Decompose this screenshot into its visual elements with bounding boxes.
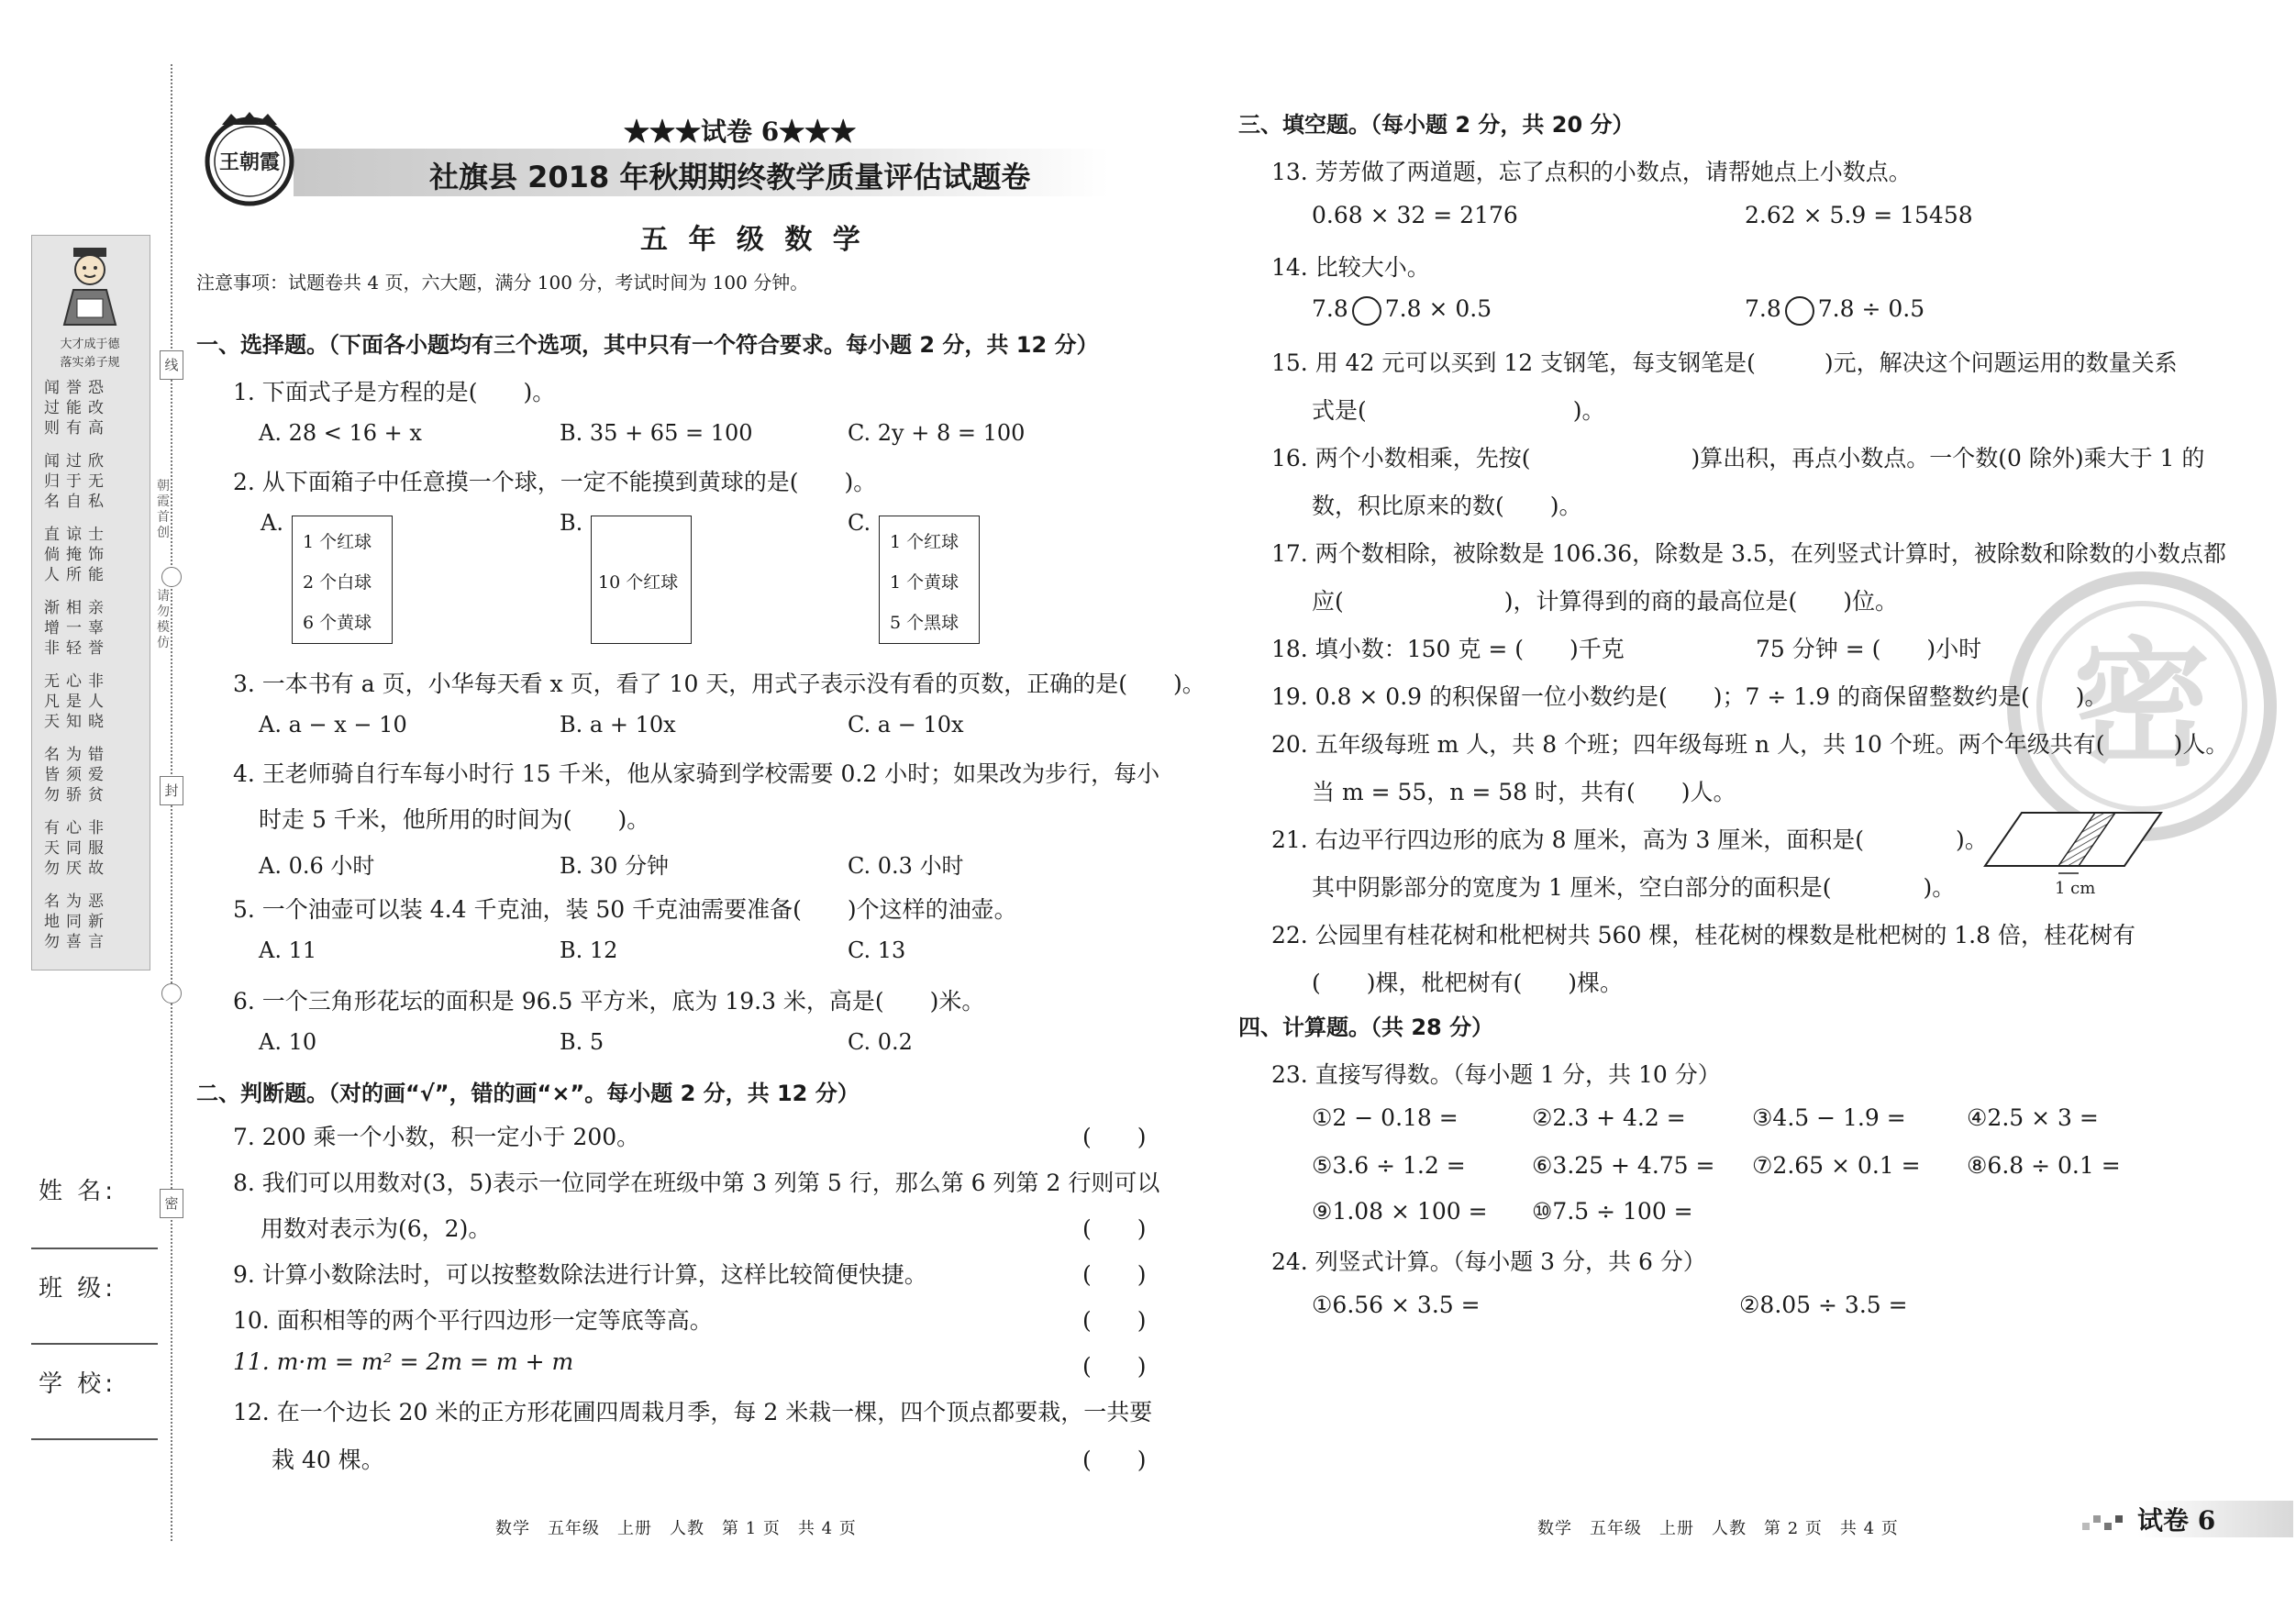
bind-label-line: 线 <box>160 350 183 380</box>
q14-compare-a <box>1312 295 1492 326</box>
q15-stem-2: 式是( )。 <box>1312 397 1605 424</box>
q23-item: ②2.3 + 4.2 = <box>1532 1104 1686 1131</box>
q9-stem: 9. 计算小数除法时，可以按整数除法进行计算，这样比较简便快捷。 <box>233 1261 927 1288</box>
q4-stem-1: 4. 王老师骑自行车每小时行 15 千米，他从家骑到学校需要 0.2 小时；如果改为步行，每小 <box>233 760 1160 787</box>
q5-option-a: A. 11 <box>259 937 317 963</box>
vertical-note: 朝霞首创 <box>157 479 170 540</box>
q8-answer-paren[interactable]: ( ) <box>1082 1215 1147 1242</box>
q12-stem-1: 12. 在一个边长 20 米的正方形花圃四周栽月季，每 2 米栽一棵，四个顶点都要栽，一共要 <box>233 1399 1153 1425</box>
publisher-logo-icon <box>194 108 305 209</box>
stamp-char: 密 <box>2072 626 2212 785</box>
section3-heading: 三、填空题。（每小题 2 分，共 20 分） <box>1238 112 1635 138</box>
q1-option-a: A. 28 < 16 + x <box>259 420 422 446</box>
q6-option-c: C. 0.2 <box>848 1029 913 1055</box>
q23-stem: 23. 直接写得数。（每小题 1 分，共 10 分） <box>1271 1061 1721 1088</box>
school-field[interactable] <box>31 1438 158 1440</box>
q5-stem: 5. 一个油壶可以装 4.4 千克油，装 50 千克油需要准备( )个这样的油壶。 <box>233 896 1017 923</box>
q16-stem-1: 16. 两个小数相乘，先按( )算出积，再点小数点。一个数(0 除外)乘大于 1 的 <box>1271 445 2205 471</box>
box-line: 1 个红球 <box>890 532 959 552</box>
q8-stem-1: 8. 我们可以用数对(3，5)表示一位同学在班级中第 3 列第 5 行，那么第 6 列第 2 行则可以 <box>233 1170 1160 1196</box>
q18-part-b: 75 分钟 = ( )小时 <box>1756 636 1982 662</box>
poem-block: 有心非 天同服 勿厌故 <box>44 819 110 878</box>
q17-stem-1: 17. 两个数相除，被除数是 106.36，除数是 3.5，在列竖式计算时，被除数和除数的小数点都 <box>1271 540 2226 567</box>
exam-notice: 注意事项：试题卷共 4 页，六大题，满分 100 分，考试时间为 100 分钟。 <box>196 272 809 294</box>
box-line: 5 个黑球 <box>890 613 959 633</box>
q23-item: ⑥3.25 + 4.75 = <box>1532 1152 1715 1179</box>
q23-item: ③4.5 − 1.9 = <box>1752 1104 1906 1131</box>
box-line: 1 个红球 <box>303 532 372 552</box>
footer-page-2: 数学 五年级 上册 人教 第 2 页 共 4 页 <box>1537 1519 1899 1538</box>
motto-line: 落实弟子规 <box>60 356 120 370</box>
q1-option-b: B. 35 + 65 = 100 <box>560 420 753 446</box>
paper-number: ★★★试卷 6★★★ <box>624 116 857 147</box>
compare-circle[interactable] <box>1785 296 1814 326</box>
bind-hole-icon <box>161 567 182 587</box>
box-line: 10 个红球 <box>598 572 679 593</box>
q22-stem-1: 22. 公园里有桂花树和枇杷树共 560 棵，桂花树的棵数是枇杷树的 1.8 倍，桂花树有 <box>1271 922 2135 948</box>
box-line: 2 个白球 <box>303 572 372 593</box>
q14b-left: 7.8 <box>1745 295 1781 322</box>
bind-hole-icon <box>161 983 182 1004</box>
q19-stem: 19. 0.8 × 0.9 的积保留一位小数约是( )；7 ÷ 1.9 的商保留整数约是( )。 <box>1271 683 2108 710</box>
q14a-right: 7.8 × 0.5 <box>1384 295 1492 322</box>
q3-option-b: B. a + 10x <box>560 712 676 738</box>
q8-stem-2: 用数对表示为(6，2)。 <box>261 1215 492 1242</box>
q20-stem-1: 20. 五年级每班 m 人，共 8 个班；四年级每班 n 人，共 10 个班。两个年级共有( )人。 <box>1271 731 2229 758</box>
school-label: 学 校: <box>39 1370 117 1398</box>
class-label: 班 级: <box>39 1275 117 1303</box>
q24-stem: 24. 列竖式计算。（每小题 3 分，共 6 分） <box>1271 1248 1706 1275</box>
q24-item: ②8.05 ÷ 3.5 = <box>1739 1292 1908 1318</box>
q23-item: ①2 − 0.18 = <box>1312 1104 1459 1131</box>
q1-option-c: C. 2y + 8 = 100 <box>848 420 1026 446</box>
q1-stem: 1. 下面式子是方程的是( )。 <box>233 379 556 405</box>
q5-option-b: B. 12 <box>560 937 618 963</box>
q15-stem-1: 15. 用 42 元可以买到 12 支钢笔，每支钢笔是( )元，解决这个问题运用的数量关系 <box>1271 349 2178 376</box>
q2-label-a: A. <box>261 510 283 536</box>
class-field[interactable] <box>31 1343 158 1345</box>
q23-item: ⑦2.65 × 0.1 = <box>1752 1152 1921 1179</box>
q23-item: ⑩7.5 ÷ 100 = <box>1532 1198 1693 1225</box>
name-field[interactable] <box>31 1248 158 1249</box>
q2-stem: 2. 从下面箱子中任意摸一个球，一定不能摸到黄球的是( )。 <box>233 469 877 495</box>
q13-expr-a: 0.68 × 32 = 2176 <box>1312 202 1518 228</box>
section2-heading: 二、判断题。（对的画“√”，错的画“×”。每小题 2 分，共 12 分） <box>196 1081 860 1106</box>
q13-expr-b: 2.62 × 5.9 = 15458 <box>1745 202 1973 228</box>
tag-dots-icon <box>2082 1504 2126 1532</box>
svg-text:王朝霞: 王朝霞 <box>218 150 281 174</box>
bind-label-seal: 封 <box>160 776 183 805</box>
q4-option-b: B. 30 分钟 <box>560 853 670 879</box>
q14-compare-b <box>1745 295 1924 326</box>
q13-stem: 13. 芳芳做了两道题，忘了点积的小数点，请帮她点上小数点。 <box>1271 159 1912 185</box>
q6-option-b: B. 5 <box>560 1029 605 1055</box>
q18-part-a: 18. 填小数：150 克 = ( )千克 <box>1271 636 1625 662</box>
box-line: 6 个黄球 <box>303 613 372 633</box>
poem-block: 名为恶 地同新 勿喜言 <box>44 893 110 951</box>
q20-stem-2: 当 m = 55，n = 58 时，共有( )人。 <box>1312 779 1736 805</box>
vertical-note: 请勿模仿 <box>157 589 170 650</box>
q6-stem: 6. 一个三角形花坛的面积是 96.5 平方米，底为 19.3 米，高是( )米。 <box>233 988 985 1015</box>
scholar-boy-icon <box>46 246 134 328</box>
poem-block: 直谅士 倘掩饰 人所能 <box>44 526 110 584</box>
compare-circle[interactable] <box>1352 296 1381 326</box>
poem-block: 无心非 凡是人 天知晓 <box>44 672 110 731</box>
poem-block: 闻过欣 归于无 名自私 <box>44 452 110 511</box>
q12-answer-paren[interactable]: ( ) <box>1082 1447 1147 1473</box>
figure-label: 1 cm <box>2055 879 2096 898</box>
q7-stem: 7. 200 乘一个小数，积一定小于 200。 <box>233 1124 640 1150</box>
section1-heading: 一、选择题。（下面各小题均有三个选项，其中只有一个符合要求。每小题 2 分，共 12 分） <box>196 332 1099 358</box>
section4-heading: 四、计算题。（共 28 分） <box>1238 1015 1494 1040</box>
q4-stem-2: 时走 5 千米，他所用的时间为( )。 <box>259 806 650 833</box>
q12-stem-2: 栽 40 棵。 <box>272 1447 384 1473</box>
q23-item: ⑨1.08 × 100 = <box>1312 1198 1488 1225</box>
subject-title: 五 年 级 数 学 <box>640 224 866 256</box>
q2-label-c: C. <box>848 510 871 536</box>
parallelogram-figure <box>1981 807 2165 899</box>
q21-stem-2: 其中阴影部分的宽度为 1 厘米，空白部分的面积是( )。 <box>1312 874 1956 901</box>
bind-label-secret: 密 <box>160 1189 183 1218</box>
q3-stem: 3. 一本书有 a 页，小华每天看 x 页，看了 10 天，用式子表示没有看的页数，正确的是( )。 <box>233 671 1205 697</box>
q4-option-a: A. 0.6 小时 <box>259 853 375 879</box>
motto-line: 大才成于德 <box>60 338 120 351</box>
q9-answer-paren[interactable]: ( ) <box>1082 1261 1147 1288</box>
q5-option-c: C. 13 <box>848 937 906 963</box>
q14a-left: 7.8 <box>1312 295 1348 322</box>
q10-stem: 10. 面积相等的两个平行四边形一定等底等高。 <box>233 1307 713 1334</box>
q16-stem-2: 数，积比原来的数( )。 <box>1312 493 1582 519</box>
q22-stem-2: ( )棵，枇杷树有( )棵。 <box>1312 970 1624 996</box>
q10-answer-paren[interactable]: ( ) <box>1082 1307 1147 1334</box>
q2-label-b: B. <box>560 510 583 536</box>
q7-answer-paren[interactable]: ( ) <box>1082 1124 1147 1150</box>
q24-item: ①6.56 × 3.5 = <box>1312 1292 1481 1318</box>
poem-block: 渐相亲 增一辜 非轻誉 <box>44 599 110 658</box>
box-line: 1 个黄球 <box>890 572 959 593</box>
poem-block: 名为错 皆须爱 勿骄贫 <box>44 746 110 804</box>
q11-stem: 11. m·m = m² = 2m = m + m <box>233 1348 574 1375</box>
q17-stem-2: 应( )，计算得到的商的最高位是( )位。 <box>1312 588 1899 615</box>
footer-page-1: 数学 五年级 上册 人教 第 1 页 共 4 页 <box>495 1519 857 1538</box>
q4-option-c: C. 0.3 小时 <box>848 853 964 879</box>
q3-option-c: C. a − 10x <box>848 712 964 738</box>
exam-title: 社旗县 2018 年秋期期终教学质量评估试题卷 <box>429 160 1031 194</box>
q14-stem: 14. 比较大小。 <box>1271 254 1430 281</box>
q21-stem-1: 21. 右边平行四边形的底为 8 厘米，高为 3 厘米，面积是( )。 <box>1271 826 1988 853</box>
q23-item: ⑤3.6 ÷ 1.2 = <box>1312 1152 1466 1179</box>
q11-answer-paren[interactable]: ( ) <box>1082 1353 1147 1380</box>
paper-tag-label: 试卷 6 <box>2137 1505 2216 1536</box>
name-label: 姓 名: <box>39 1178 117 1205</box>
q14b-right: 7.8 ÷ 0.5 <box>1817 295 1925 322</box>
q3-option-a: A. a − x − 10 <box>259 712 407 738</box>
q23-item: ④2.5 × 3 = <box>1967 1104 2099 1131</box>
q6-option-a: A. 10 <box>259 1029 317 1055</box>
poem-block: 闻誉恐 过能改 则有高 <box>44 379 110 438</box>
q23-item: ⑧6.8 ÷ 0.1 = <box>1967 1152 2121 1179</box>
